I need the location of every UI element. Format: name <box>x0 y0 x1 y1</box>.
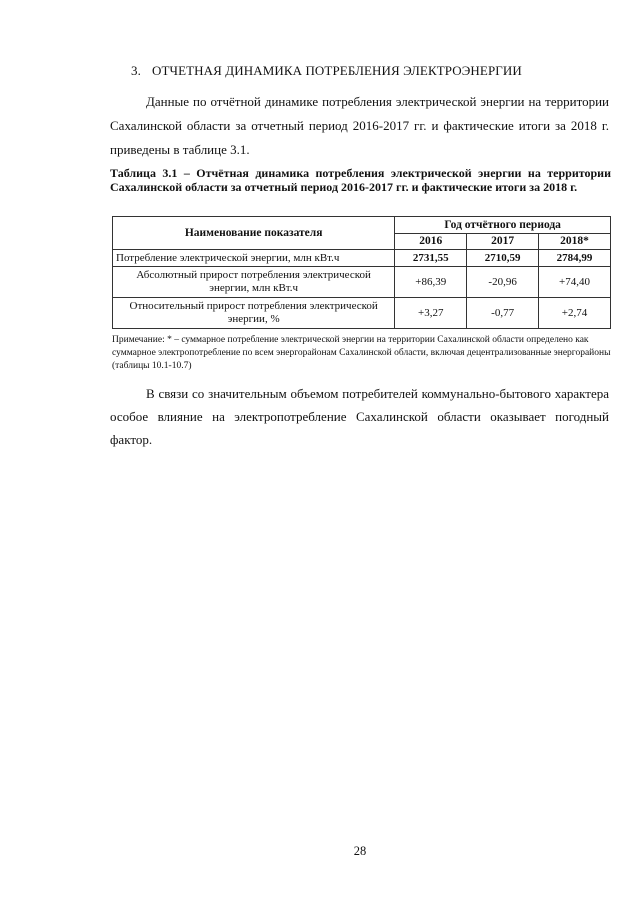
year-header: 2016 <box>395 234 467 250</box>
row-name: Абсолютный прирост потребления электрической энергии, млн кВт.ч <box>113 267 395 298</box>
row-value: +3,27 <box>395 298 467 329</box>
row-name: Относительный прирост потребления электрической энергии, % <box>113 298 395 329</box>
indicator-name-header: Наименование показателя <box>113 217 395 250</box>
row-name: Потребление электрической энергии, млн кВт.ч <box>113 250 395 267</box>
row-value: 2731,55 <box>395 250 467 267</box>
table-row <box>113 250 611 267</box>
section-title: ОТЧЕТНАЯ ДИНАМИКА ПОТРЕБЛЕНИЯ ЭЛЕКТРОЭНЕРГИИ <box>152 63 522 78</box>
year-header: 2018* <box>539 234 611 250</box>
period-header: Год отчётного периода <box>395 217 611 234</box>
weather-paragraph: В связи со значительным объемом потребителей коммунально-бытового характера особое влияние на электропотребление Сахалинской области оказывает погодный фактор. <box>110 386 609 447</box>
section-number: 3. <box>131 63 141 78</box>
intro-paragraph: Данные по отчётной динамике потребления электрической энергии на территории Сахалинской области за отчетный период 2016-2017 гг. и фактические итоги за 2018 г. приведены в таблице 3.1. <box>110 94 609 157</box>
section-heading <box>131 63 611 79</box>
table-header-row <box>113 217 611 234</box>
year-header: 2017 <box>467 234 539 250</box>
page-number: 28 <box>353 844 367 858</box>
table-note: Примечание: * – суммарное потребление электрической энергии на территории Сахалинской области определено как суммарное электропотребление по всем энергорайонам Сахалинской области, включая децентрализованные энергорайоны (таблицы 10.1-10.7) <box>112 335 611 371</box>
table-row <box>113 267 611 298</box>
row-value: +2,74 <box>539 298 611 329</box>
consumption-table <box>112 216 611 329</box>
row-value: -0,77 <box>467 298 539 329</box>
row-value: +86,39 <box>395 267 467 298</box>
row-value: 2784,99 <box>539 250 611 267</box>
row-value: +74,40 <box>539 267 611 298</box>
row-value: 2710,59 <box>467 250 539 267</box>
row-value: -20,96 <box>467 267 539 298</box>
table-caption: Таблица 3.1 – Отчётная динамика потребления электрической энергии на территории Сахалинской области за отчетный период 2016-2017 гг. и фактические итоги за 2018 г. <box>110 166 611 194</box>
table-row <box>113 298 611 329</box>
